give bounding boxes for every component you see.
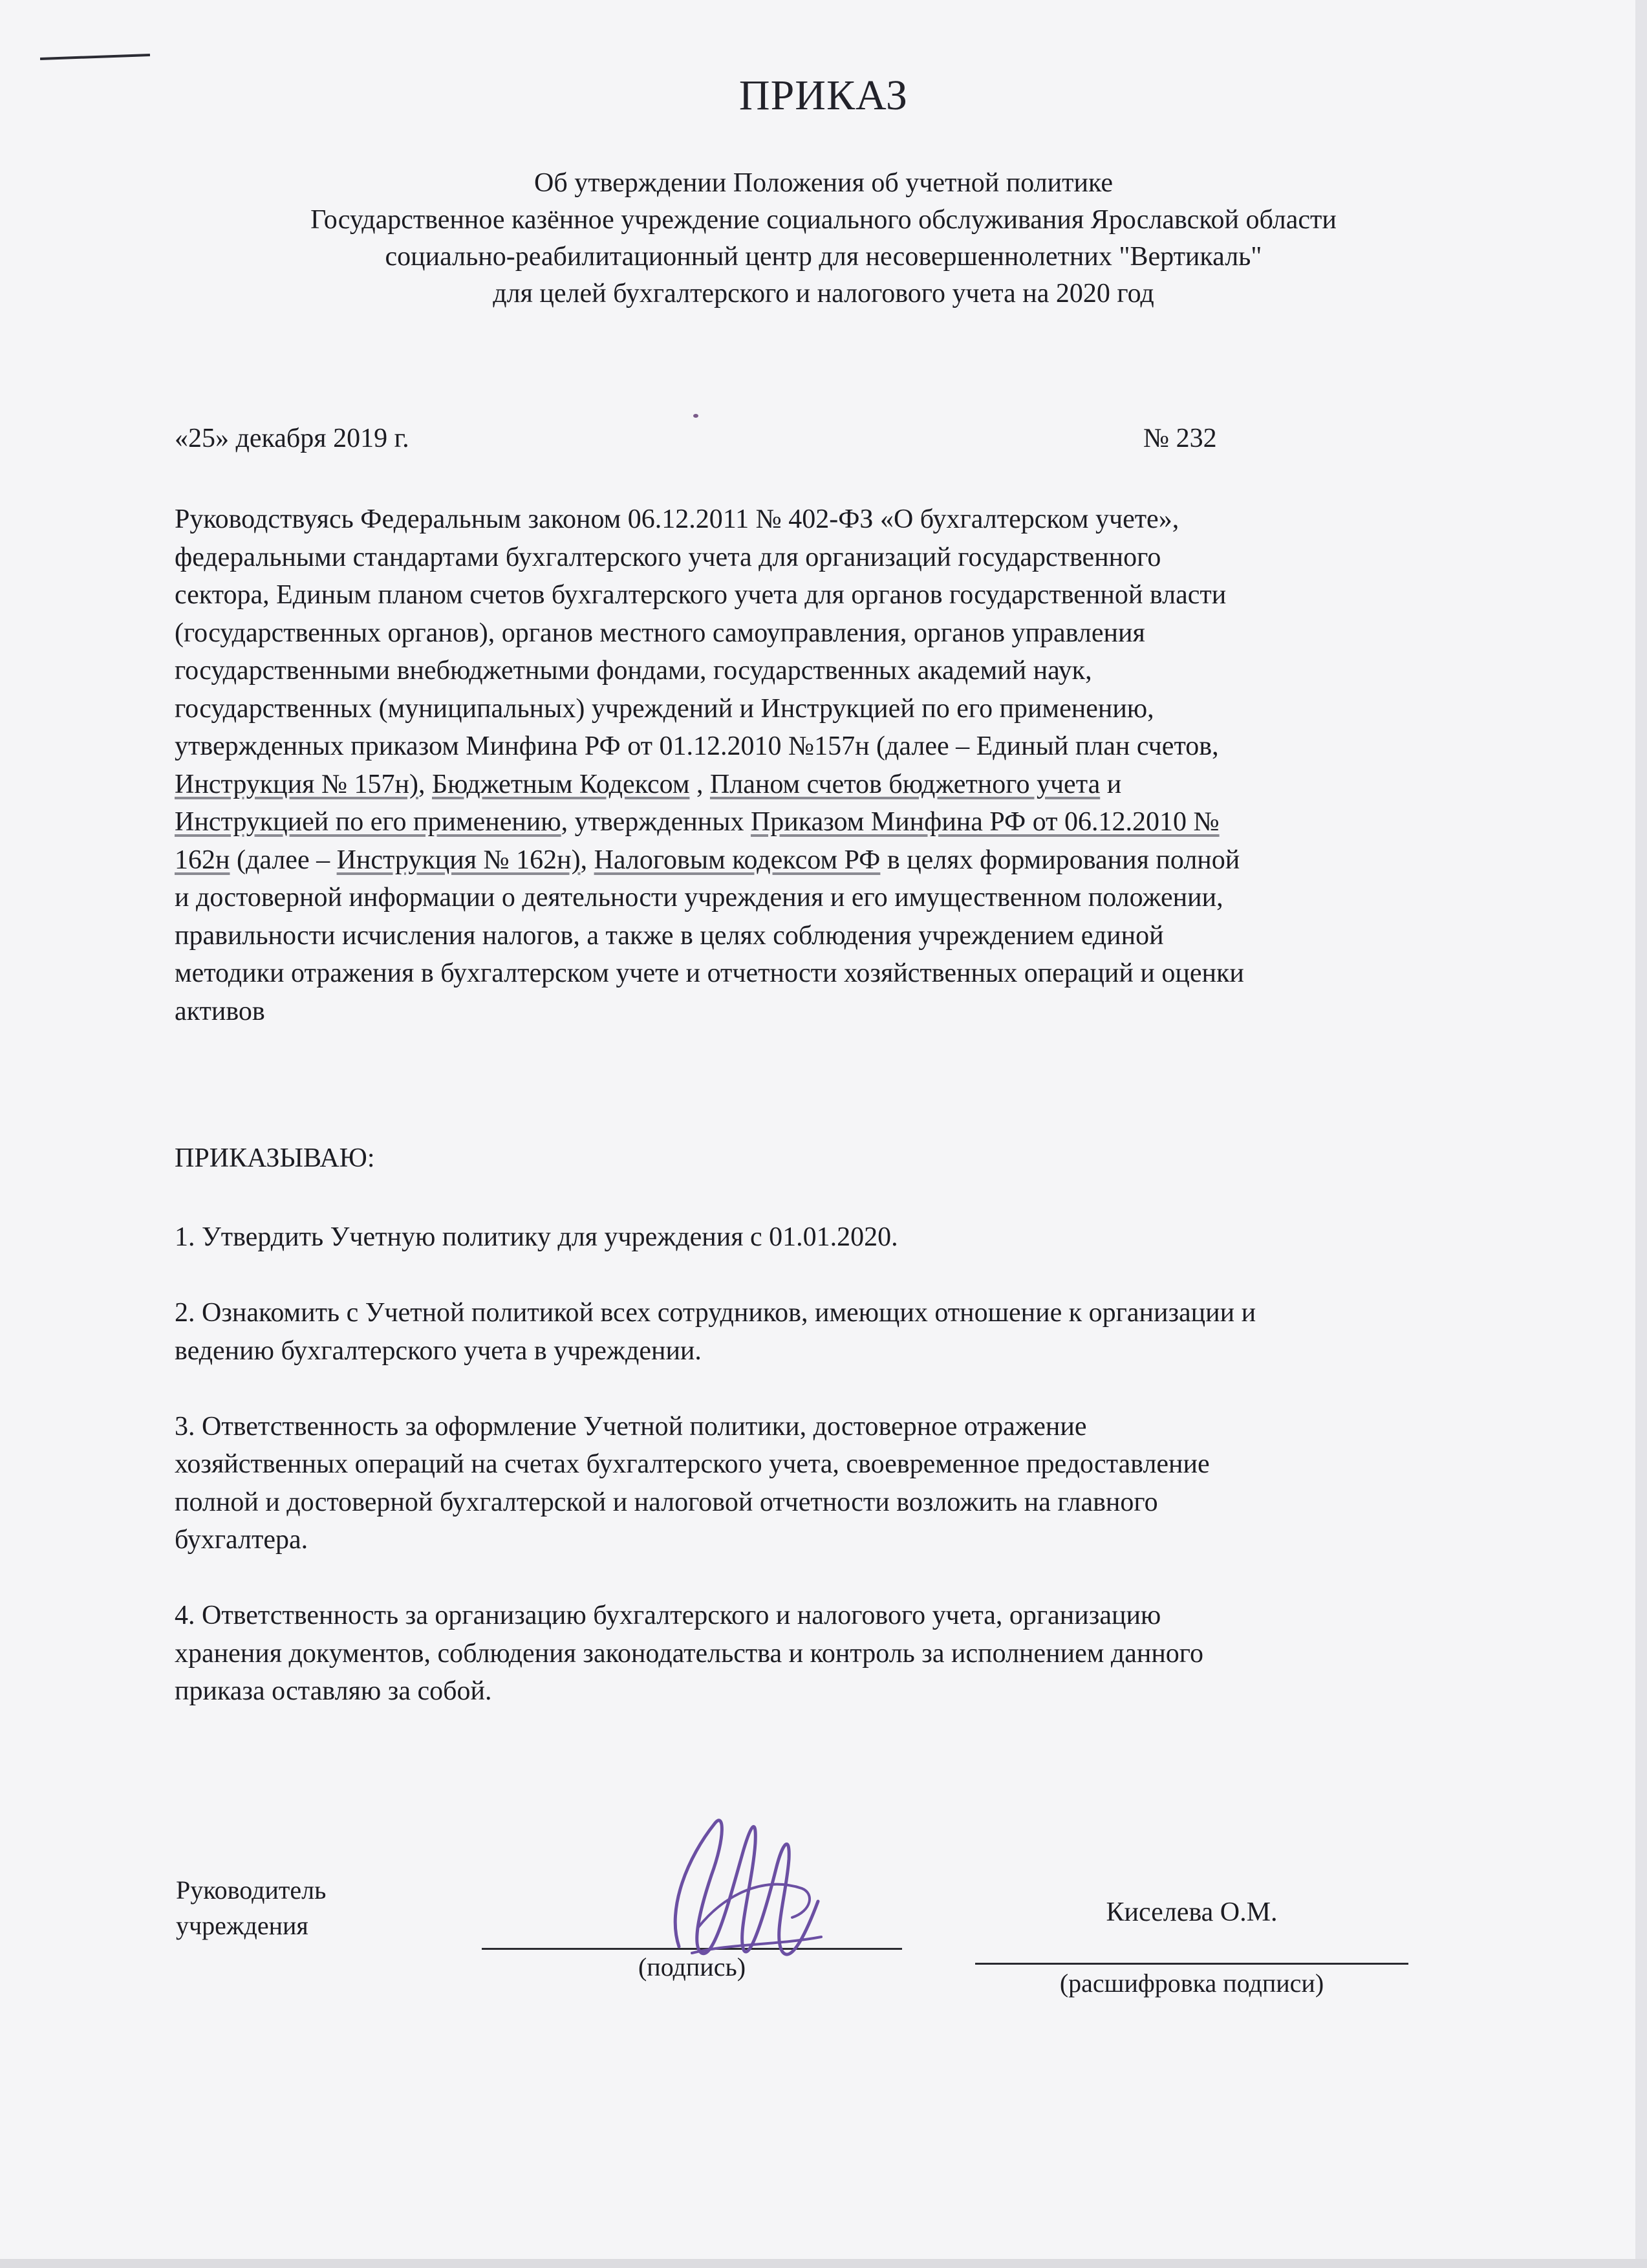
document-title: ПРИКАЗ [738, 72, 909, 119]
item-line: 1. Утвердить Учетную политику для учреждения с 01.01.2020. [175, 1222, 898, 1252]
preamble-line: правильности исчисления налогов, а также в целях соблюдения учреждением единой [175, 920, 1164, 951]
preamble-line: Руководствуясь Федеральным законом 06.12.2011 № 402-ФЗ «О бухгалтерском учете», [175, 504, 1179, 534]
signer-role-line: учреждения [176, 1911, 308, 1940]
handwritten-signature [653, 1798, 834, 1972]
preamble-line: сектора, Единым планом счетов бухгалтерского учета для органов государственной власти [175, 580, 1227, 610]
name-caption: (расшифровка подписи) [1059, 1969, 1324, 1998]
preamble-line: (государственных органов), органов местного самоуправления, органов управления [175, 618, 1145, 648]
item-line: приказа оставляю за собой. [175, 1676, 492, 1706]
signer-name: Киселева О.М. [1106, 1897, 1278, 1927]
link-minfin-order[interactable]: Приказом Минфина РФ от 06.12.2010 № [750, 807, 1220, 837]
link-instruction-157n[interactable]: Инструкция № 157н) [175, 769, 418, 799]
order-item-4 [175, 1597, 1494, 1711]
preamble-line: активов [175, 996, 265, 1026]
ink-speck [693, 414, 698, 418]
link-minfin-order-cont[interactable]: 162н [175, 845, 230, 875]
subtitle-line: социально-реабилитационный центр для несовершеннолетних "Вертикаль" [385, 242, 1262, 272]
order-item-1 [175, 1218, 1494, 1257]
order-item-2 [175, 1294, 1494, 1370]
link-budget-code[interactable]: Бюджетным Кодексом [431, 769, 690, 799]
paper-edge-right [1635, 0, 1647, 2268]
preamble [175, 501, 1494, 1030]
preamble-text: , утвержденных [561, 807, 751, 837]
link-instruction-162n[interactable]: Инструкция № 162н) [336, 845, 581, 875]
name-line [975, 1963, 1408, 1965]
order-heading: ПРИКАЗЫВАЮ: [175, 1143, 375, 1173]
preamble-text: и [1100, 769, 1122, 799]
signer-role-line: Руководитель [176, 1875, 327, 1905]
item-line: бухгалтера. [175, 1525, 308, 1555]
order-date: «25» декабря 2019 г. [175, 424, 409, 453]
preamble-line [175, 766, 1494, 804]
preamble-line: государственных (муниципальных) учреждений и Инструкцией по его применению, [175, 693, 1154, 724]
item-line: полной и достоверной бухгалтерской и налоговой отчетности возложить на главного [175, 1487, 1158, 1517]
preamble-line: утвержденных приказом Минфина РФ от 01.12.2010 №157н (далее – Единый план счетов, [175, 731, 1219, 761]
subtitle-line: для целей бухгалтерского и налогового учета на 2020 год [493, 279, 1154, 308]
item-line: 3. Ответственность за оформление Учетной политики, достоверное отражение [175, 1411, 1087, 1442]
preamble-line: государственными внебюджетными фондами, государственных академий наук, [175, 656, 1092, 686]
document-subtitle [129, 165, 1518, 312]
item-line: 2. Ознакомить с Учетной политикой всех сотрудников, имеющих отношение к организации и [175, 1298, 1256, 1328]
preamble-line [175, 841, 1494, 880]
link-tax-code[interactable]: Налоговым кодексом РФ [594, 845, 881, 875]
preamble-text: в целях формирования полной [880, 845, 1240, 875]
preamble-text: (далее – [230, 845, 337, 875]
signer-role [176, 1872, 326, 1943]
order-item-3 [175, 1408, 1494, 1559]
order-number: № 232 [1143, 424, 1217, 453]
preamble-line [175, 803, 1494, 841]
item-line: хранения документов, соблюдения законодательства и контроль за исполнением данного [175, 1638, 1203, 1669]
item-line: ведению бухгалтерского учета в учреждении. [175, 1335, 702, 1366]
order-items [175, 1218, 1494, 1748]
corner-pen-mark [40, 54, 150, 60]
subtitle-line: Государственное казённое учреждение социального обслуживания Ярославской области [310, 205, 1337, 235]
item-line: 4. Ответственность за организацию бухгалтерского и налогового учета, организацию [175, 1601, 1161, 1630]
item-line: хозяйственных операций на счетах бухгалтерского учета, своевременное предоставление [175, 1449, 1210, 1479]
signature-stroke [698, 1885, 810, 1927]
separator: , [580, 845, 594, 875]
subtitle-line: Об утверждении Положения об учетной политике [534, 168, 1113, 198]
link-instruction-application[interactable]: Инструкцией по его применению [175, 807, 561, 837]
preamble-line: методики отражения в бухгалтерском учете и отчетности хозяйственных операций и оценки [175, 958, 1244, 988]
paper-edge-bottom [0, 2259, 1647, 2268]
preamble-line: и достоверной информации о деятельности учреждения и его имущественном положении, [175, 883, 1223, 913]
preamble-line: федеральными стандартами бухгалтерского учета для организаций государственного [175, 542, 1161, 572]
separator: , [689, 769, 710, 799]
separator: , [418, 769, 432, 799]
signature-caption: (подпись) [638, 1952, 746, 1982]
link-budget-accounts-plan[interactable]: Планом счетов бюджетного учета [709, 769, 1101, 799]
